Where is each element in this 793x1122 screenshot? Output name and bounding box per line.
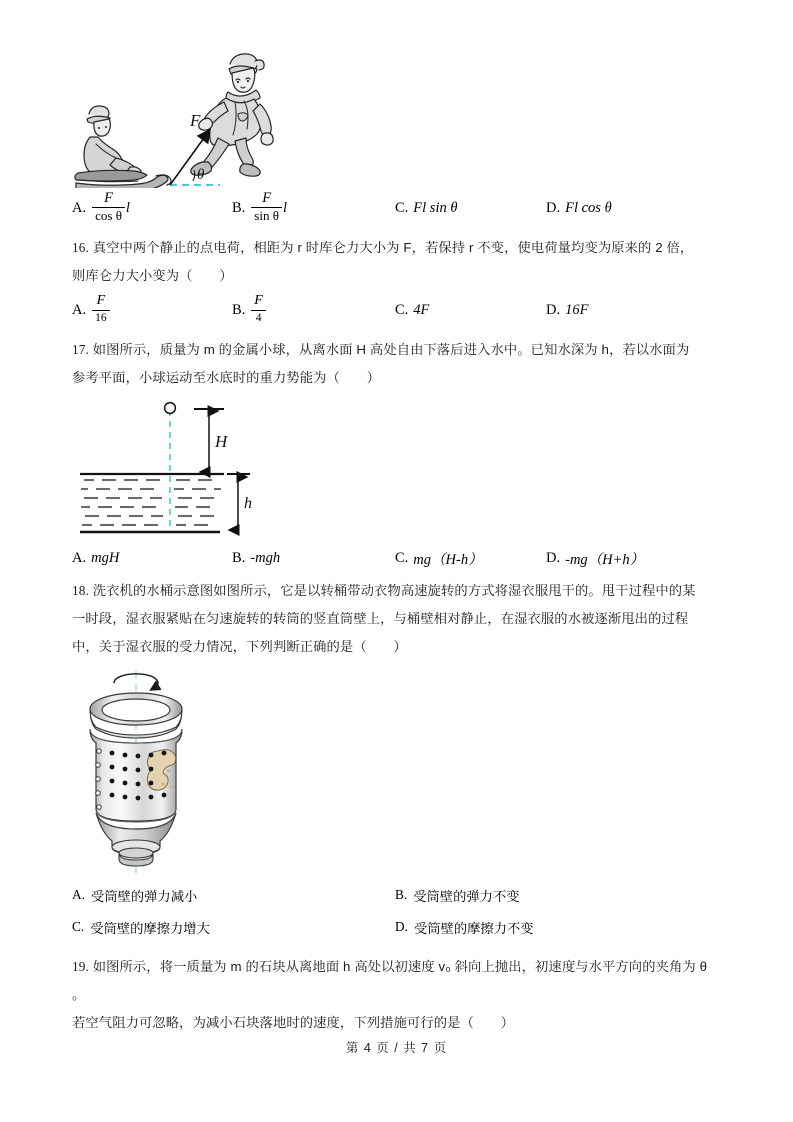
q17-options-row <box>72 541 722 575</box>
option-d-label: D. <box>395 919 408 934</box>
option-b-label: B. <box>232 301 246 318</box>
question-18 <box>72 577 722 661</box>
option-b[interactable] <box>232 188 287 228</box>
q16-options-row <box>72 290 722 330</box>
option-d-text: -mg（H+h） <box>565 551 645 568</box>
option-d-text: 受筒壁的摩擦力不变 <box>413 920 534 936</box>
option-a-text: 受筒壁的弹力减小 <box>90 888 198 904</box>
option-a-fraction <box>92 294 110 324</box>
q16-line-1 <box>72 234 722 262</box>
option-d-text: Fl cos θ <box>565 199 612 216</box>
q18-line-1 <box>72 577 722 605</box>
option-d[interactable] <box>546 188 612 228</box>
q19-number: 19. <box>72 959 89 974</box>
option-a-label: A. <box>72 887 85 902</box>
q17-line-1-text: 如图所示，质量为 m 的金属小球，从离水面 H 高处自由下落后进入水中。已知水深为 h，若以水面为 <box>92 342 690 357</box>
page-footer: 第 4 页 / 共 7 页 <box>345 1041 448 1055</box>
option-c[interactable] <box>395 541 483 575</box>
option-d-label: D. <box>546 199 561 216</box>
metal-ball-icon <box>165 403 176 414</box>
q16-line-2: 则库仑力大小变为（ ） <box>72 268 233 283</box>
option-a-label: A. <box>72 301 87 318</box>
water-depth-label: h <box>244 495 252 512</box>
option-d[interactable] <box>546 290 588 330</box>
washing-machine-drum-figure <box>72 667 722 879</box>
q16-number: 16. <box>72 240 89 255</box>
option-a-numerator: F <box>104 190 113 207</box>
question-19 <box>72 953 722 1037</box>
page-content <box>72 40 722 1037</box>
force-label: F <box>190 111 201 130</box>
option-b-text: -mgh <box>250 549 281 566</box>
q18-line-2: 一时段，湿衣服紧贴在匀速旋转的转筒的竖直筒壁上，与桶壁相对静止，在湿衣服的水被逐渐甩出的过程 <box>72 611 689 626</box>
option-a-numerator: F <box>96 293 106 309</box>
option-b-label: B. <box>232 199 246 216</box>
option-b[interactable] <box>395 879 520 911</box>
q19-line-1-text: 如图所示，将一质量为 m 的石块从离地面 h 高处以初速度 v₀ 斜向上抛出，初速度与水平方向的夹角为 θ 。 <box>72 959 708 1002</box>
option-c-text: 受筒壁的摩擦力增大 <box>90 920 210 936</box>
option-b-denominator: 4 <box>251 310 266 324</box>
angle-label: θ <box>197 167 205 183</box>
option-c-text: mg（H-h） <box>413 551 483 568</box>
option-a[interactable] <box>72 188 130 228</box>
q16-line-1-text: 真空中两个静止的点电荷，相距为 r 时库仑力大小为 F，若保持 r 不变，使电荷量均变为原来的 2 倍， <box>92 240 694 255</box>
q17-number: 17. <box>72 342 89 357</box>
option-a-denominator: cos θ <box>92 207 125 223</box>
option-c[interactable] <box>72 911 210 943</box>
water-hatching <box>81 480 221 525</box>
option-a[interactable] <box>72 290 111 330</box>
option-b-numerator: F <box>262 190 272 207</box>
option-b-fraction <box>251 191 282 223</box>
option-a[interactable] <box>72 879 197 911</box>
option-b-label: B. <box>232 549 246 566</box>
q19-line-2: 若空气阻力可忽略，为减小石块落地时的速度，下列措施可行的是（ ） <box>72 1015 515 1030</box>
option-c-text: 4F <box>413 301 430 318</box>
option-b[interactable] <box>232 290 267 330</box>
option-d-text: 16F <box>565 301 589 318</box>
option-a-trailing: l <box>125 199 130 216</box>
q17-line-2: 参考平面，小球运动至水底时的重力势能为（ ） <box>72 370 381 385</box>
option-a-denominator: 16 <box>92 310 110 324</box>
option-b-trailing: l <box>282 199 287 216</box>
sled-pull-figure <box>72 40 722 188</box>
q18-options-row-2 <box>72 911 722 943</box>
q17-line-1 <box>72 336 722 364</box>
option-d-label: D. <box>546 549 561 566</box>
option-b-denominator: sin θ <box>251 207 282 223</box>
option-a-fraction <box>92 191 125 223</box>
option-c[interactable] <box>395 188 457 228</box>
option-a-label: A. <box>72 199 87 216</box>
option-c-label: C. <box>72 919 85 934</box>
option-b-fraction <box>251 294 266 324</box>
option-b-text: 受筒壁的弹力不变 <box>413 888 520 904</box>
ball-falling-into-water-figure <box>72 396 722 541</box>
option-a-label: A. <box>72 549 87 566</box>
q18-line-3: 中，关于湿衣服的受力情况，下列判断正确的是（ ） <box>72 639 407 654</box>
q18-line-1-text: 洗衣机的水桶示意图如图所示，它是以转桶带动衣物高速旋转的方式将湿衣服甩干的。甩干过程中的某 <box>92 583 696 598</box>
option-c-label: C. <box>395 549 409 566</box>
option-b[interactable] <box>232 541 280 575</box>
q15-options-row <box>72 188 722 228</box>
question-16 <box>72 234 722 290</box>
option-d[interactable] <box>546 541 644 575</box>
option-b-numerator: F <box>254 293 263 309</box>
option-c-label: C. <box>395 301 409 318</box>
drum-opening <box>102 699 170 721</box>
option-b-label: B. <box>395 887 408 902</box>
height-above-water-label: H <box>215 432 228 451</box>
option-a-text: mgH <box>91 549 120 566</box>
option-c[interactable] <box>395 290 429 330</box>
option-c-text: Fl sin θ <box>413 199 458 216</box>
q19-line-1 <box>72 953 722 1009</box>
option-c-label: C. <box>395 199 409 216</box>
question-17 <box>72 336 722 392</box>
q18-number: 18. <box>72 583 89 598</box>
option-d-label: D. <box>546 301 561 318</box>
option-d[interactable] <box>395 911 534 943</box>
option-a[interactable] <box>72 541 119 575</box>
q18-options-row-1 <box>72 879 722 911</box>
